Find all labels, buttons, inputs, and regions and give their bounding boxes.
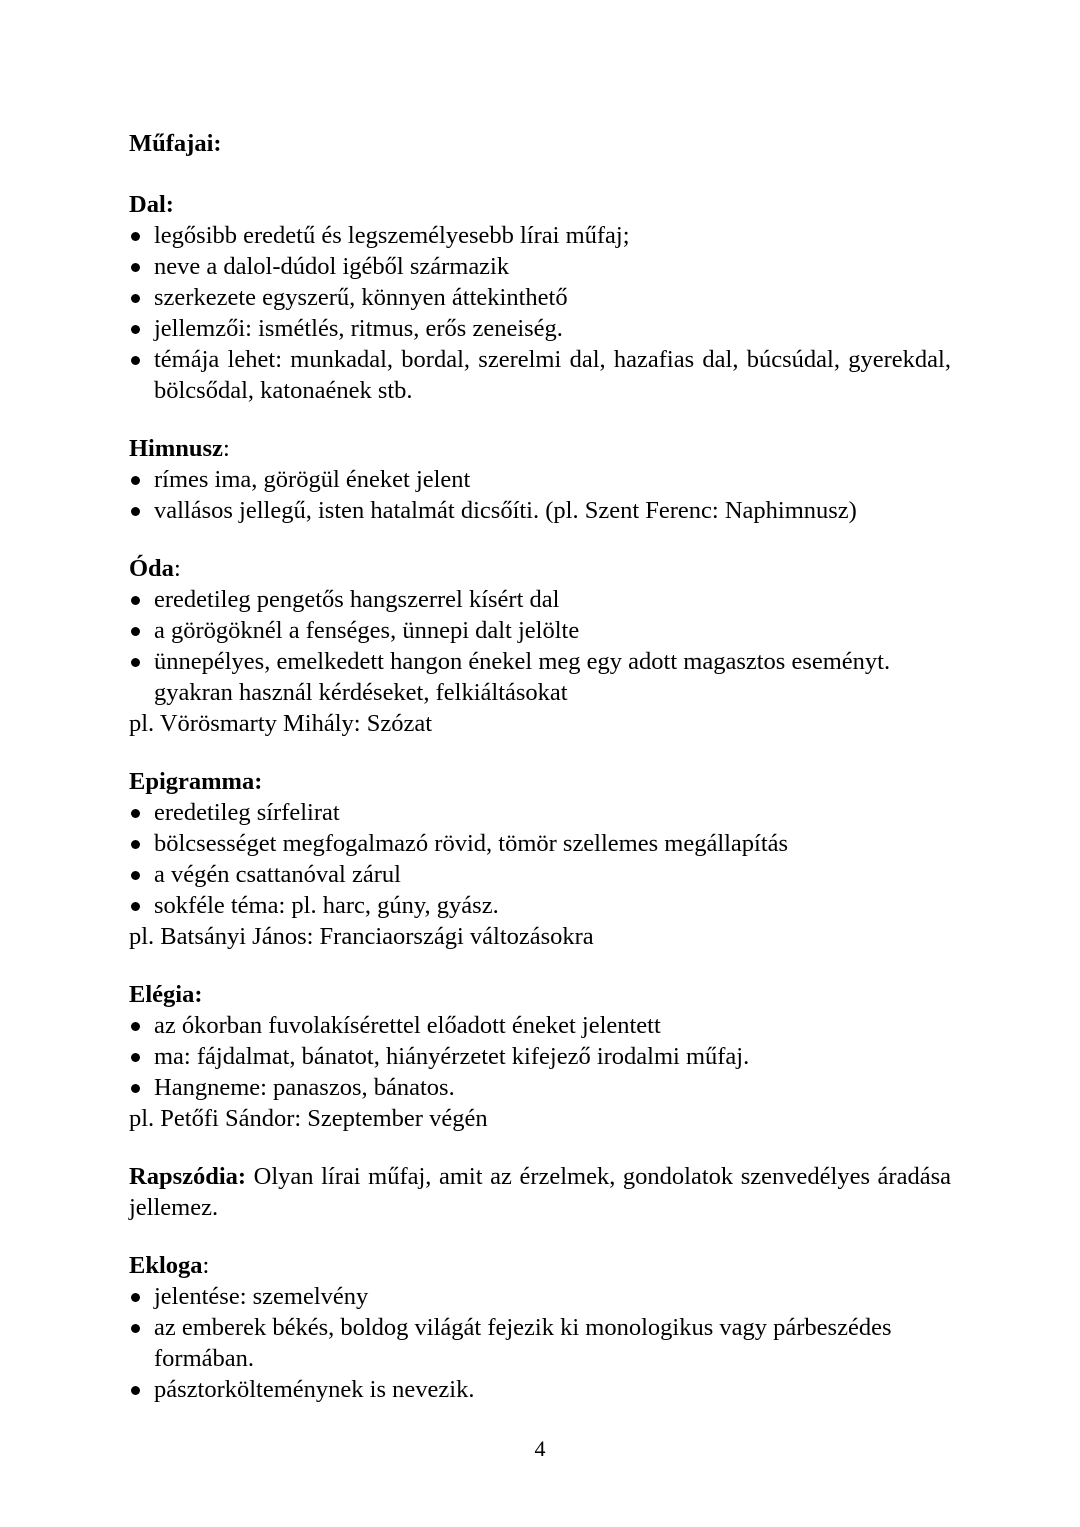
list-item: az ókorban fuvolakísérettel előadott éneket jelentett [129, 1010, 951, 1041]
list-item: legősibb eredetű és legszemélyesebb lírai műfaj; [129, 220, 951, 251]
section-ekloga [129, 1250, 951, 1405]
page-number: 4 [534, 1436, 546, 1461]
list-item: jelentése: szemelvény [129, 1281, 951, 1312]
paragraph-rapszodia [129, 1161, 951, 1223]
list-item: szerkezete egyszerű, könnyen áttekinthető [129, 282, 951, 313]
section-oda [129, 553, 951, 739]
example-epigramma: pl. Batsányi János: Franciaországi változásokra [129, 923, 594, 950]
section-himnusz [129, 433, 951, 526]
list-item: rímes ima, görögül éneket jelent [129, 464, 951, 495]
text-rapszodia: Olyan lírai műfaj, amit az érzelmek, gondolatok szenvedélyes áradása jellemez. [129, 1163, 951, 1221]
example-elegia: pl. Petőfi Sándor: Szeptember végén [129, 1105, 488, 1132]
heading-elegia: Elégia: [129, 981, 203, 1008]
heading-epigramma: Epigramma: [129, 768, 263, 795]
heading-ekloga: Ekloga: [129, 1252, 210, 1279]
list-item: bölcsességet megfogalmazó rövid, tömör szellemes megállapítás [129, 828, 951, 859]
list-item: ma: fájdalmat, bánatot, hiányérzetet kifejező irodalmi műfaj. [129, 1041, 951, 1072]
section-dal [129, 189, 951, 406]
section-rapszodia [129, 1161, 951, 1223]
list-item: sokféle téma: pl. harc, gúny, gyász. [129, 890, 951, 921]
list-item: Hangneme: panaszos, bánatos. [129, 1072, 951, 1103]
heading-dal: Dal: [129, 191, 174, 218]
heading-oda: Óda: [129, 555, 181, 582]
list-item: témája lehet: munkadal, bordal, szerelmi dal, hazafias dal, búcsúdal, gyerekdal, bölcsődal, katonaének stb. [129, 344, 951, 406]
list-himnusz [129, 464, 951, 526]
page-content [129, 128, 951, 1405]
list-oda [129, 584, 951, 677]
list-item: eredetileg sírfelirat [129, 797, 951, 828]
page-title: Műfajai: [129, 130, 222, 157]
list-epigramma [129, 797, 951, 921]
section-elegia [129, 979, 951, 1134]
list-item: ünnepélyes, emelkedett hangon énekel meg egy adott magasztos eseményt. [129, 646, 951, 677]
section-epigramma [129, 766, 951, 952]
list-item: eredetileg pengetős hangszerrel kísért dal [129, 584, 951, 615]
list-item: vallásos jellegű, isten hatalmát dicsőíti. (pl. Szent Ferenc: Naphimnusz) [129, 495, 951, 526]
list-item: pásztorkölteménynek is nevezik. [129, 1374, 951, 1405]
example-oda: pl. Vörösmarty Mihály: Szózat [129, 710, 433, 737]
list-item: jellemzői: ismétlés, ritmus, erős zeneiség. [129, 313, 951, 344]
list-item: a görögöknél a fenséges, ünnepi dalt jelölte [129, 615, 951, 646]
list-item: neve a dalol-dúdol igéből származik [129, 251, 951, 282]
list-item: a végén csattanóval zárul [129, 859, 951, 890]
heading-himnusz: Himnusz: [129, 435, 230, 462]
list-continuation: gyakran használ kérdéseket, felkiáltásokat [154, 679, 568, 706]
list-item: az emberek békés, boldog világát fejezik ki monologikus vagy párbeszédes formában. [129, 1312, 951, 1374]
heading-rapszodia: Rapszódia: [129, 1163, 247, 1190]
list-dal [129, 220, 951, 406]
list-ekloga [129, 1281, 951, 1405]
list-elegia [129, 1010, 951, 1103]
